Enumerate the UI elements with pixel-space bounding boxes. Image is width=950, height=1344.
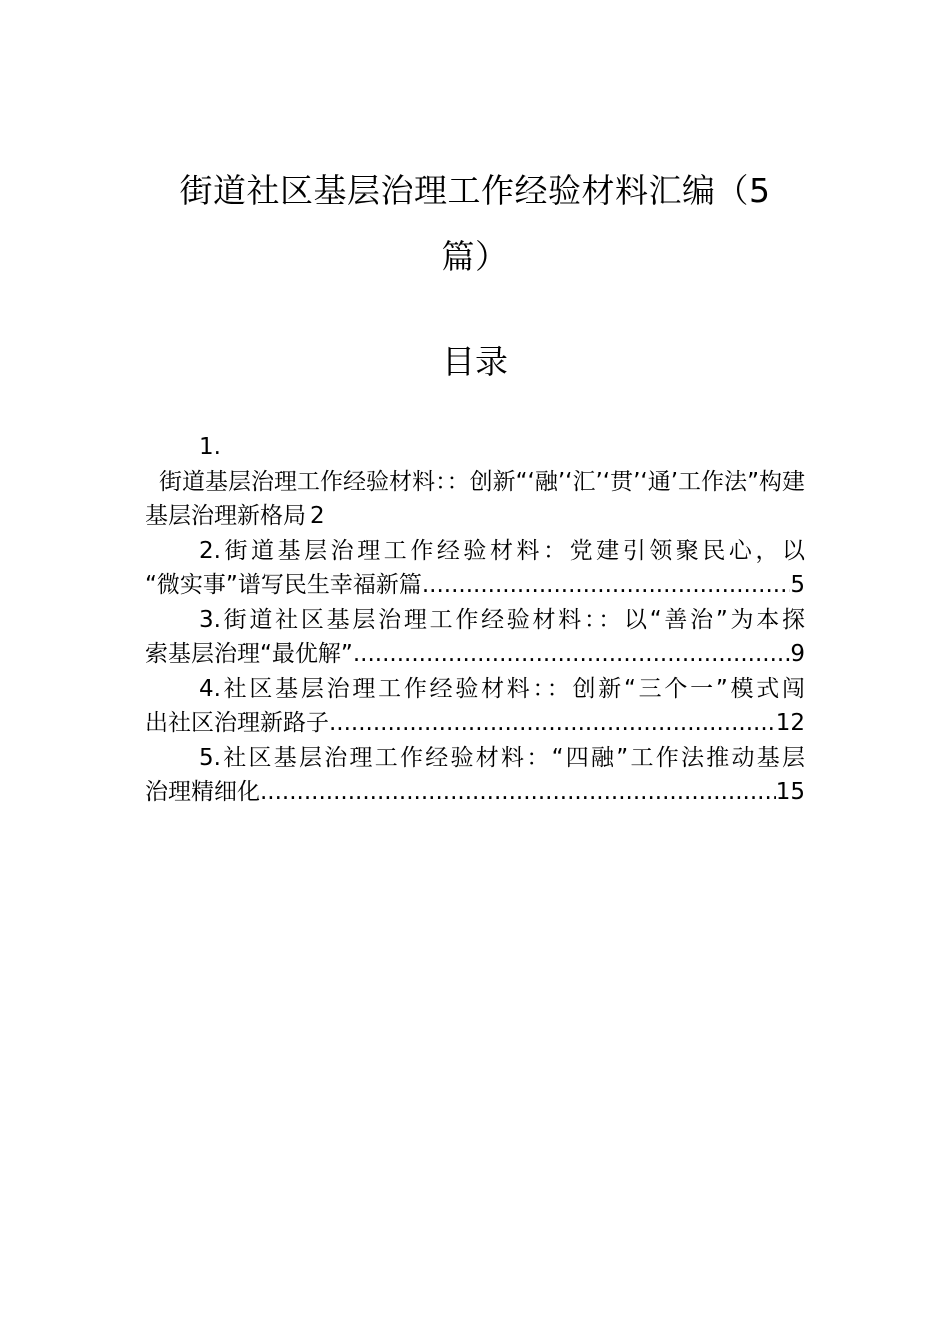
toc-heading: 目录 [442, 342, 508, 381]
toc-entry-page-number: 2 [310, 503, 325, 529]
toc-entry-1[interactable] [145, 430, 805, 534]
toc-entry-title: 街道基层治理工作经验材料：：创新“‘融’‘汇’‘贯’‘通’工作法”构建基层治理新格局 [145, 468, 805, 529]
table-of-contents [145, 430, 805, 810]
toc-entry-number: 1. [199, 434, 221, 460]
toc-entry-title-line-2: 治理精细化 [145, 779, 260, 805]
dot-leader [422, 568, 791, 603]
toc-entry-title-line-1: 3.街道社区基层治理工作经验材料：：以“善治”为本探 [199, 606, 805, 633]
toc-entry-page-number: 12 [775, 710, 805, 736]
toc-entry-page-number: 9 [790, 641, 805, 667]
dot-leader [329, 706, 776, 741]
document-title-line-1: 街道社区基层治理工作经验材料汇编（5 [179, 171, 771, 210]
toc-entry-title-line-2: 出社区治理新路子 [145, 710, 329, 736]
dot-leader [353, 637, 791, 672]
document-title [145, 158, 805, 290]
toc-entry-title-line-1: 2.街道基层治理工作经验材料：党建引领聚民心，以 [199, 537, 805, 564]
toc-entry-leader-row [145, 706, 805, 741]
toc-entry-4[interactable] [145, 672, 805, 741]
toc-entry-leader-row [145, 568, 805, 603]
toc-entry-5[interactable] [145, 741, 805, 810]
toc-entry-title-line-2: “微实事”谱写民生幸福新篇 [145, 572, 422, 598]
toc-entry-title-line-1: 4.社区基层治理工作经验材料：：创新“三个一”模式闯 [199, 675, 805, 702]
toc-entry-title-line-1: 5.社区基层治理工作经验材料：“四融”工作法推动基层 [199, 744, 805, 771]
toc-entry-page-number: 5 [790, 572, 805, 598]
toc-entry-title-line-2: 索基层治理“最优解” [145, 641, 353, 667]
toc-entry-leader-row [145, 637, 805, 672]
dot-leader [260, 775, 776, 810]
toc-entry-3[interactable] [145, 603, 805, 672]
toc-entry-2[interactable] [145, 534, 805, 603]
toc-entry-leader-row [145, 775, 805, 810]
toc-entry-page-number: 15 [775, 779, 805, 805]
document-title-line-2: 篇） [441, 237, 509, 276]
toc-entry-body [145, 465, 805, 534]
